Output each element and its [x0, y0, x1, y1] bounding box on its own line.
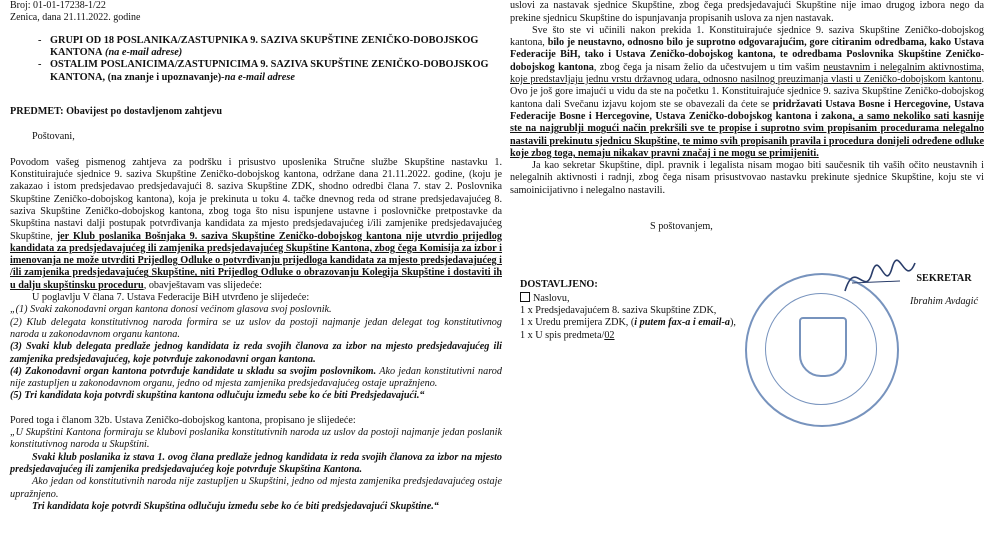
distribution-code: 02: [604, 329, 615, 341]
distribution-text: Naslovu,: [533, 292, 570, 304]
recipient-note: (na e-mail adrese): [102, 47, 183, 58]
paragraph-continuation: uslovi za nastavak sjednice Skupštine, zbog čega predsjedavajući Skupštine nije imao drugog izbora nego da prekine sjednicu Skupštine do ispunjavanja propisanih uslova za njen nastavak.: [510, 0, 984, 24]
paragraph-text: , obavještavam vas slijedeće:: [143, 279, 262, 291]
emphasized-text: jer Klub poslanika Bošnjaka 9. saziva Skupštine Zeničko-dobojskog kantona nije utvrdio prijedlog kandidata za predsjedavajućeg ili zamjenika predsjedavajućeg Skupštine Kantona, zbog čega Komisija za izbor i imenovanja ne može utvrditi Prijedlog Odluke o potvrđivanju prijedloga kandidata za mjesto predsjedavajućeg i /ili zamjenika predsjedavajućeg Skupštine, niti Prijedlog Odluke o obrazovanju Kolegija Skupštine i dostaviti ih u dalju skupštinsku proceduru: [10, 230, 502, 291]
distribution-text: 1 x U spis predmeta/: [520, 329, 605, 341]
handwritten-signature: [840, 253, 920, 303]
secretary-block: [910, 273, 978, 308]
signature-area: [510, 233, 984, 463]
left-column: [10, 0, 502, 513]
recipient-list: [10, 35, 502, 85]
paragraph-text: , zbog čega ja nisam želio da učestvujem u tim vašim: [593, 61, 824, 73]
quote-bold: (4) Zakonodavni organ kantona potvrđuje kandidate u skladu sa svojim poslovnikom.: [10, 365, 377, 377]
paragraph-text: Povodom vašeg pismenog zahtjeva za podršku i prisustvo uposlenika Stručne službe Skupštine nastavku 1. Konstituirajuće sjednice 9. saziva Skupštine Zeničko-dobojskog kantona, održane dana 21.11.2022. godine, (koju je zakazao i istom predsjedavao predsjedavajući 8. saziva Skupštine ZDK, shodno odredbi člana 7. stav 2. Poslovnika Skupštine Zeničko-dobojskog kantona), koja je prekinuta u toku 4. tačke dnevnog reda od strane predsjedavajućeg 8. saziva Skupštine Zeničko-dobojskog kantona, zbog toga što nisu ispunjene ustavne i poslovničke pretpostavke da Skupština nastavi dalji postupak potvrđivanja kandidata za mjesto predsjedavajućeg i/ili zamjenike predsjedavajućeg Skupštine,: [10, 156, 502, 242]
distribution-item: 1 x Predsjedavajućem 8. saziva Skupštine ZDK,: [520, 304, 717, 316]
distribution-text: 1 x Uredu premijera ZDK, (: [520, 317, 635, 329]
paragraph-text: . Ovo je još gore imajući u vidu da ste na početku 1. Konstituirajuće sjednice 9. saziva Skupštine Zeničko-dobojskog kantona dali Svečanu izjavu kojom ste se obavezali da ćete se: [510, 74, 984, 110]
recipient-note: (na znanje i upoznavanje): [105, 71, 222, 83]
quote-line: Tri kandidata koje potvrdi Skupština odlučuju između sebe ko će biti predsjedavajući Skupštine.“: [32, 500, 439, 512]
paragraph-text: Sve što ste vi učinili nakon prekida 1. Konstituirajuće sjednice 9. saziva Skupštine Zeničko-dobojskog kantona,: [510, 24, 984, 49]
emphasized-text: pridržavati Ustava Bosne i Hercegovine, Ustava Federacije Bosne i Hercegovine, Ustava Zeničko-dobojskog kantona i zakona: [510, 98, 984, 122]
quote-line: (3) Svaki klub delegata predlaže jednog kandidata iz reda svojih članova za izbor na mjesto predsjedavajućeg ili zamjenika predsjedavajućeg, koje potvrđuje zakonodavni organ kantona.: [10, 341, 502, 365]
distribution-item: [520, 292, 790, 305]
quote-line: Svaki klub poslanika iz stava 1. ovog člana predlaže jednog kandidata iz reda svojih članova za izbor na mjesto predsjedavajućeg ili zamjenika predsjedavajućeg koje potvrđuje Skupština Kantona.: [10, 451, 502, 475]
quote-line: (2) Klub delegata konstitutivnog naroda formira se uz uslov da postoji najmanje jedan delegat tog konstitutivnog naroda u zakonodavnom organu kantona.: [10, 316, 502, 340]
recipient-item: [50, 59, 502, 84]
recipient-item: [50, 35, 502, 60]
greeting: Poštovani,: [32, 130, 75, 142]
quote-line: „U Skupštini Kantona formiraju se klubovi poslanika konstitutivnih naroda uz uslov da postoji najmanje jedan poslanik konstitutivnog naroda u Skupštini.: [10, 427, 502, 451]
closing-salutation: S poštovanjem,: [650, 221, 713, 233]
right-column: [510, 0, 984, 463]
quote-line: „(1) Svaki zakonodavni organ kantona donosi većinom glasova svoj poslovnik.: [10, 304, 332, 316]
quote-line: (5) Tri kandidata koja potvrdi skupština kantona odlučuju između sebe ko će biti Predsjedavajući.“: [10, 390, 425, 402]
paragraph-intro: [10, 157, 502, 292]
underlined-text: neustavnim i nelegalnim aktivnostima, koje predstavljaju jednu vrstu državnog udara, odnosno nasilnog preuzimanja vlasti u Zeničko-dobojskom kantonu: [510, 61, 984, 86]
emphasized-text: bilo je neustavno, odnosno bilo je suprotno odgovarajućim, gore citiranim odredbama, kako Ustava Federacije BiH, tako i Ustava Zeničko-dobojskog kantona, te odredbama Poslovnika Skupštine Zeničko-dobojskog kantona: [510, 37, 984, 73]
quote-line: [10, 366, 502, 391]
recipient-name: GRUPI OD 18 POSLANIKA/ZASTUPNIKA 9. SAZIVA SKUPŠTINE ZENIČKO-DOBOJSKOG KANTONA: [50, 34, 479, 58]
paragraph-constitution: U poglavlju V člana 7. Ustava Federacije BiH utvrđeno je slijedeće:: [32, 292, 310, 304]
paragraph-secretary: Ja kao sekretar Skupštine, dipl. pravnik i legalista nisam mogao biti saučesnik tih vaših očito neustavnih i nelegalnih aktivnosti i radnji, zbog čega nisam prisustvovao nastavku prekinute sjednice Skupštine, koju ste vi samoinicijativno i nelegalno nastavili.: [510, 160, 984, 196]
secretary-title: SEKRETAR: [916, 273, 972, 285]
quote-line: Ako jedan od konstitutivnih naroda nije zastupljen u Skupštini, jedno od mjesta zamjenika predsjedavajućeg ostaje upražnjeno.: [10, 476, 502, 500]
distribution-text: ),: [729, 317, 736, 329]
paragraph-actions: [510, 25, 984, 160]
quote-italic: Ako jedan konstitutivni narod nije zastupljen u zakonodavnom organu, jedno od mjesta zamjenika predsjedavajućeg ostaje upražnjeno.: [10, 365, 502, 390]
recipient-note-italic: -na e-mail adrese: [221, 71, 295, 83]
document-number: Broj: 01-01-17238-1/22: [10, 0, 106, 11]
coat-of-arms-icon: [799, 317, 847, 377]
distribution-heading: DOSTAVLJENO:: [520, 279, 598, 291]
distribution-note: i putem fax-a i email-a: [634, 317, 730, 329]
subject-line: PREDMET: Obavijest po dostavljenom zahtjevu: [10, 106, 223, 118]
secretary-name: Ibrahim Avdagić: [910, 295, 979, 307]
document-date: Zenica, dana 21.11.2022. godine: [10, 12, 141, 24]
recipient-name: OSTALIM POSLANICIMA/ZASTUPNICIMA 9. SAZIVA SKUPŠTINE ZENIČKO-DOBOJSKOG KANTONA,: [50, 59, 489, 83]
paragraph-canton: Pored toga i članom 32b. Ustava Zeničko-dobojskog kantona, propisano je slijedeće:: [10, 414, 356, 426]
emphasized-underlined-text: , a samo nekoliko sati kasnije ste na najgrublji mogući način prekršili sve te propise i suprotno svim propisanim procedurama nelegalno nastavili prekinutu sjednicu Skupštine, te mimo svih propisanih pravila i procedura donijeli određene odluke koje zbog toga, nemaju nikakav pravni značaj i ne mogu se primijeniti.: [510, 110, 984, 159]
checkbox-icon: [520, 292, 530, 302]
